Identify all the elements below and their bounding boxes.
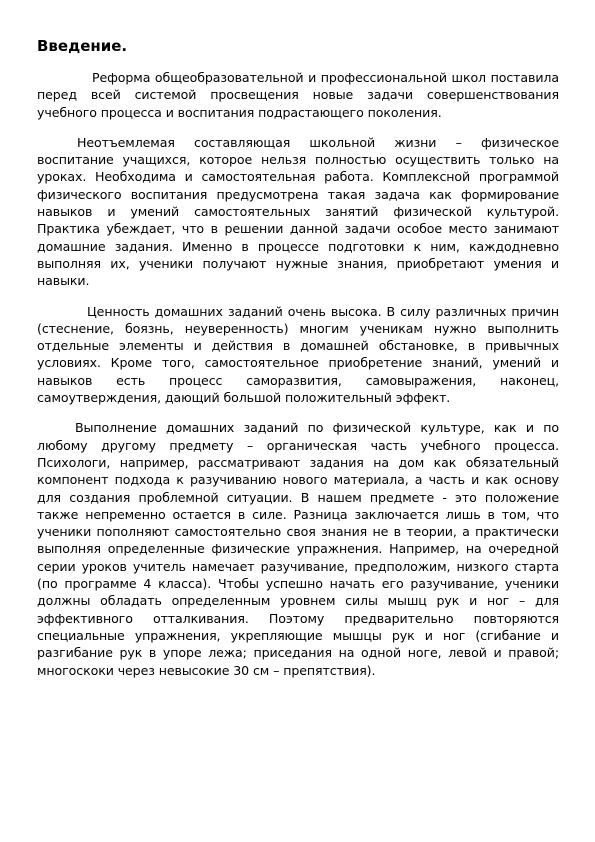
paragraph-homework-execution: Выполнение домашних заданий по физической культуре, как и по любому другому предмету – органическая часть учебного процесса. Психологи, например, рассматривают задания на дом как обязательный компонент подхода к разучиванию нового материала, а часть и как основу для создания проблемной ситуации. В нашем предмете - это положение также непременно остается в силе. Разница заключается лишь в том, что ученики пополняют самостоятельно своя знания не в теории, а практически выполняя определенные физические упражнения. Например, на очередной серии уроков учитель намечает разучивание, предположим, низкого старта (по программе 4 класса). Чтобы успешно начать его разучивание, ученики должны обладать определенным уровнем силы мышц рук и ног – для эффективного отталкивания. Поэтому предварительно повторяются специальные упражнения, укрепляющие мышцы рук и ног (сгибание и разгибание рук в упоре лежа; приседания на одной ноге, левой и правой; многоскоки через невысокие 30 см – препятствия). <box>37 420 559 678</box>
paragraph-physical-education: Неотъемлемая составляющая школьной жизни – физическое воспитание учащихся, которое нельзя полностью осуществить только на уроках. Необходима и самостоятельная работа. Комплексной программой физического воспитания предусмотрена такая задача как формирование навыков и умений самостоятельных занятий физической культурой. Практика убеждает, что в решении данной задачи особое место занимают домашние задания. Именно в процессе подготовки к ним, каждодневно выполняя их, ученики получают нужные знания, приобретают умения и навыки. <box>37 134 559 289</box>
paragraph-reform: Реформа общеобразовательной и профессиональной школ поставила перед всей системой просвещения новые задачи совершенствования учебного процесса и воспитания подрастающего поколения. <box>37 70 559 120</box>
paragraph-homework-value: Ценность домашних заданий очень высока. В силу различных причин (стеснение, боязнь, неуверенность) многим ученикам нужно выполнить отдельные элементы и действия в домашней обстановке, в привычных условиях. Кроме того, самостоятельное приобретение знаний, умений и навыков есть процесс саморазвития, самовыражения, наконец, самоутверждения, дающий большой положительный эффект. <box>37 303 559 406</box>
document-heading: Введение. <box>37 37 128 55</box>
document-page <box>37 36 559 692</box>
